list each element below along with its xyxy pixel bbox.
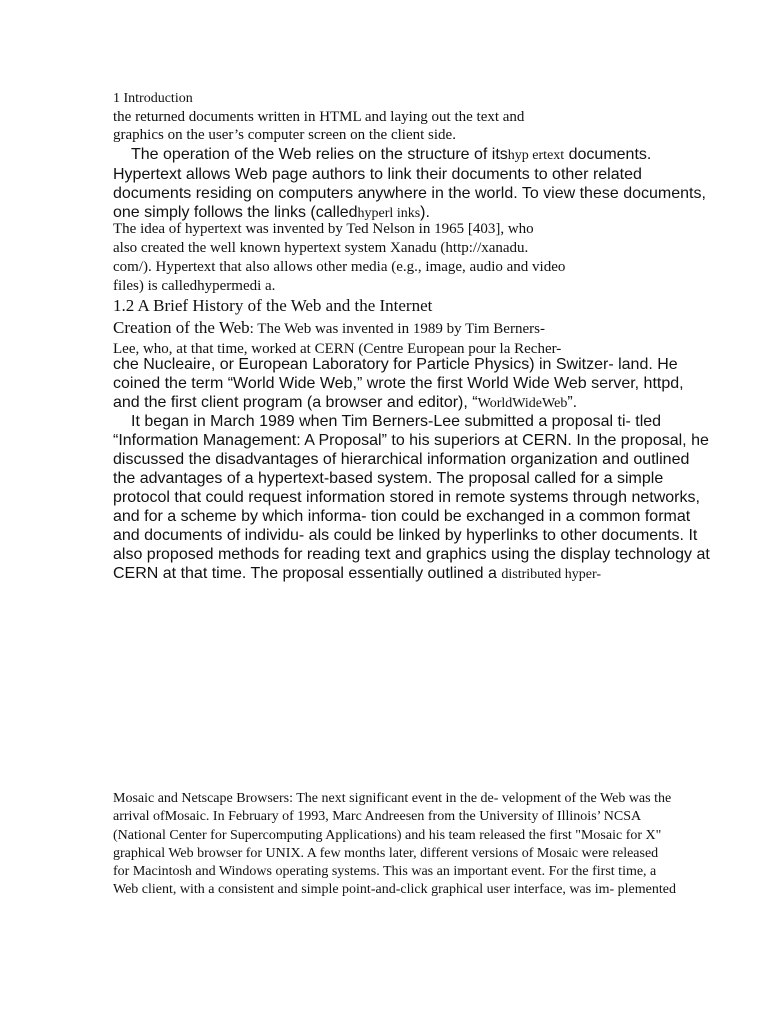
intro-paragraph bbox=[113, 108, 524, 144]
web-operation-paragraph bbox=[113, 145, 706, 223]
paragraph-line bbox=[113, 393, 684, 413]
paragraph-text-serif: distributed hyper- bbox=[501, 567, 601, 582]
paragraph-line: and for a scheme by which informa- tion could be exchanged in a common format bbox=[113, 508, 691, 525]
paragraph-text: ). bbox=[420, 204, 430, 221]
creation-paragraph bbox=[113, 355, 684, 413]
paragraph-text-serif: WorldWideWeb bbox=[477, 396, 568, 411]
paragraph-line: (National Center for Supercomputing Applications) and his team released the first "Mosaic for X" bbox=[113, 827, 662, 843]
paragraph-text-serif: hyp ertext bbox=[507, 148, 565, 163]
paragraph-line: for Macintosh and Windows operating systems. This was an important event. For the first time, a bbox=[113, 864, 657, 880]
paragraph-line: files) is calledhypermedi a. bbox=[113, 278, 276, 294]
paragraph-line: Hypertext allows Web page authors to link their documents to other related bbox=[113, 166, 642, 183]
run-in-text: : The Web was invented in 1989 by Tim Berners- bbox=[249, 321, 545, 337]
paragraph-line: che Nucleaire, or European Laboratory for Particle Physics) in Switzer- land. He bbox=[113, 356, 678, 373]
paragraph-line: protocol that could request information stored in remote systems through networks, bbox=[113, 489, 700, 506]
paragraph-text: ”. bbox=[567, 394, 578, 411]
paragraph-line: documents residing on computers anywhere in the world. To view these documents, bbox=[113, 185, 706, 202]
creation-line: Lee, who, at that time, worked at CERN (Centre European pour la Recher- bbox=[113, 341, 562, 357]
paragraph-text: CERN at that time. The proposal essentially outlined a bbox=[113, 565, 502, 582]
paragraph-line: It began in March 1989 when Tim Berners-Lee submitted a proposal ti- tled bbox=[131, 413, 662, 430]
paragraph-text-serif: hyperl inks bbox=[357, 206, 421, 221]
paragraph-line: The idea of hypertext was invented by Ted Nelson in 1965 [403], who bbox=[113, 221, 534, 237]
paragraph-line: and documents of individu- als could be linked by hyperlinks to other documents. It bbox=[113, 527, 698, 544]
paragraph-line bbox=[113, 564, 710, 584]
paragraph-line: com/). Hypertext that also allows other media (e.g., image, audio and video bbox=[113, 259, 566, 275]
paragraph-line: arrival ofMosaic. In February of 1993, Marc Andreesen from the University of Illinois’ NCSA bbox=[113, 809, 642, 825]
intro-line: graphics on the user’s computer screen on the client side. bbox=[113, 127, 456, 143]
run-in-heading: Creation of the Web bbox=[113, 318, 250, 337]
paragraph-line: “Information Management: A Proposal” to his superiors at CERN. In the proposal, he bbox=[113, 432, 709, 449]
paragraph-line: Web client, with a consistent and simple point-and-click graphical user interface, was im- plemented bbox=[113, 882, 676, 898]
paragraph-text: and the first client program (a browser and editor), “ bbox=[113, 394, 478, 411]
paragraph-text: documents. bbox=[564, 146, 652, 163]
paragraph-line: coined the term “World Wide Web,” wrote the first World Wide Web server, httpd, bbox=[113, 375, 684, 392]
creation-heading-block bbox=[113, 317, 561, 358]
section-heading-text: 1.2 A Brief History of the Web and the Internet bbox=[113, 296, 433, 315]
paragraph-line bbox=[113, 145, 706, 165]
paragraph-line: discussed the disadvantages of hierarchical information organization and outlined bbox=[113, 451, 690, 468]
chapter-header-text: 1 Introduction bbox=[113, 91, 193, 106]
hypertext-paragraph bbox=[113, 220, 565, 296]
paragraph-line: also proposed methods for reading text and graphics using the display technology at bbox=[113, 546, 710, 563]
section-heading bbox=[113, 295, 432, 316]
mosaic-paragraph bbox=[113, 790, 676, 900]
chapter-header bbox=[113, 91, 193, 107]
paragraph-text: The operation of the Web relies on the structure of its bbox=[131, 146, 508, 163]
paragraph-line: graphical Web browser for UNIX. A few months later, different versions of Mosaic were released bbox=[113, 845, 659, 861]
intro-line: the returned documents written in HTML and laying out the text and bbox=[113, 109, 525, 125]
paragraph-text: one simply follows the links (called bbox=[113, 204, 358, 221]
paragraph-line: the advantages of a hypertext-based system. The proposal called for a simple bbox=[113, 470, 664, 487]
paragraph-line: Mosaic and Netscape Browsers: The next significant event in the de- velopment of the Web was the bbox=[113, 791, 672, 806]
paragraph-line: also created the well known hypertext system Xanadu (http://xanadu. bbox=[113, 240, 529, 256]
creation-line bbox=[113, 317, 561, 340]
proposal-paragraph bbox=[113, 412, 710, 584]
